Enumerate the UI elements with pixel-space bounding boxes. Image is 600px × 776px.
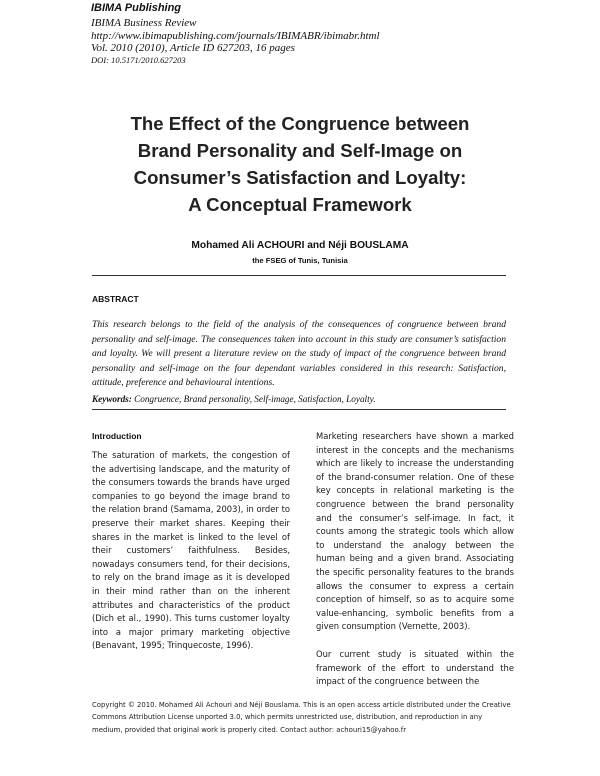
divider — [92, 275, 506, 276]
journal-url[interactable]: http://www.ibimapublishing.com/journals/IBIMABR/ibimabr.html — [91, 30, 380, 42]
title-line: A Conceptual Framework — [188, 194, 412, 215]
intro-paragraph-3: Our current study is situated within the framework of the effort to understand the impact of the congruence between the — [316, 648, 514, 687]
title-line: Consumer’s Satisfaction and Loyalty: — [133, 167, 467, 188]
divider — [92, 409, 506, 410]
keywords-label: Keywords: — [92, 394, 132, 404]
journal-name: IBIMA Business Review — [91, 17, 197, 29]
title-line: The Effect of the Congruence between — [130, 113, 470, 134]
intro-paragraph-1: The saturation of markets, the congestion of the advertising landscape, and the maturity of the consumers towards the brands have urged companies to go beyond the image brand to the relation brand (Samama, 2003), in order to preserve their market shares. Keeping their shares in the market is linked to the level of their customers’ faithfulness. Besides, nowadays consumers tend, for their decisions, to rely on the brand image as it is developed in their mind rather than on the inherent attributes and characteristics of the product (Dich et al., 1990). This turns customer loyalty into a major primary marketing objective (Benavant, 1995; Trinquecoste, 1996). — [92, 450, 290, 651]
intro-paragraph-2: Marketing researchers have shown a marked interest in the concepts and the mechanisms which are likely to increase the understanding of the brand-consumer relation. One of these key concepts in relational marketing is the congruence between the brand personality and the consumer’s self-image. In fact, it counts among the strategic tools which allow to understand the analogy between the human being and a given brand. Associating the specific personality features to the brands allows the consumer to express a certain conception of himself, so as to acquire some value-enhancing, symbolic benefits from a given consumption (Vernette, 2003). — [316, 431, 514, 632]
paper-title — [0, 110, 600, 218]
title-line: Brand Personality and Self-Image on — [137, 140, 463, 161]
right-column — [316, 430, 514, 689]
introduction-heading: Introduction — [92, 431, 142, 441]
left-column — [92, 449, 290, 653]
copyright-footer: Copyright © 2010. Mohamed Ali Achouri and Néji Bouslama. This is an open access article distributed under the Creative Commons Attribution License unported 3.0, which permits unrestricted use, distribution, and reproduction in any medium, provided that original work is properly cited. Contact author: achouri15@yahoo.fr — [92, 701, 511, 734]
abstract-text: This research belongs to the field of the analysis of the consequences of congruence between brand personality and self-image. The consequences taken into account in this study are consumer’s satisfaction and loyalty. We will present a literature review on the study of impact of the congruence between brand personality and self-image on the four dependant variables considered in this research: Satisfaction, attitude, preference and behavioural intentions. — [92, 319, 506, 388]
keywords — [92, 394, 512, 404]
authors: Mohamed Ali ACHOURI and Néji BOUSLAMA — [191, 240, 409, 251]
abstract-heading: ABSTRACT — [92, 294, 139, 304]
affiliation: the FSEG of Tunis, Tunisia — [252, 256, 348, 265]
volume-info: Vol. 2010 (2010), Article ID 627203, 16 pages — [91, 42, 295, 54]
publisher-name: IBIMA Publishing — [91, 2, 182, 14]
keywords-text: Congruence, Brand personality, Self-image, Satisfaction, Loyalty. — [131, 394, 376, 404]
doi: DOI: 10.5171/2010.627203 — [91, 55, 186, 65]
